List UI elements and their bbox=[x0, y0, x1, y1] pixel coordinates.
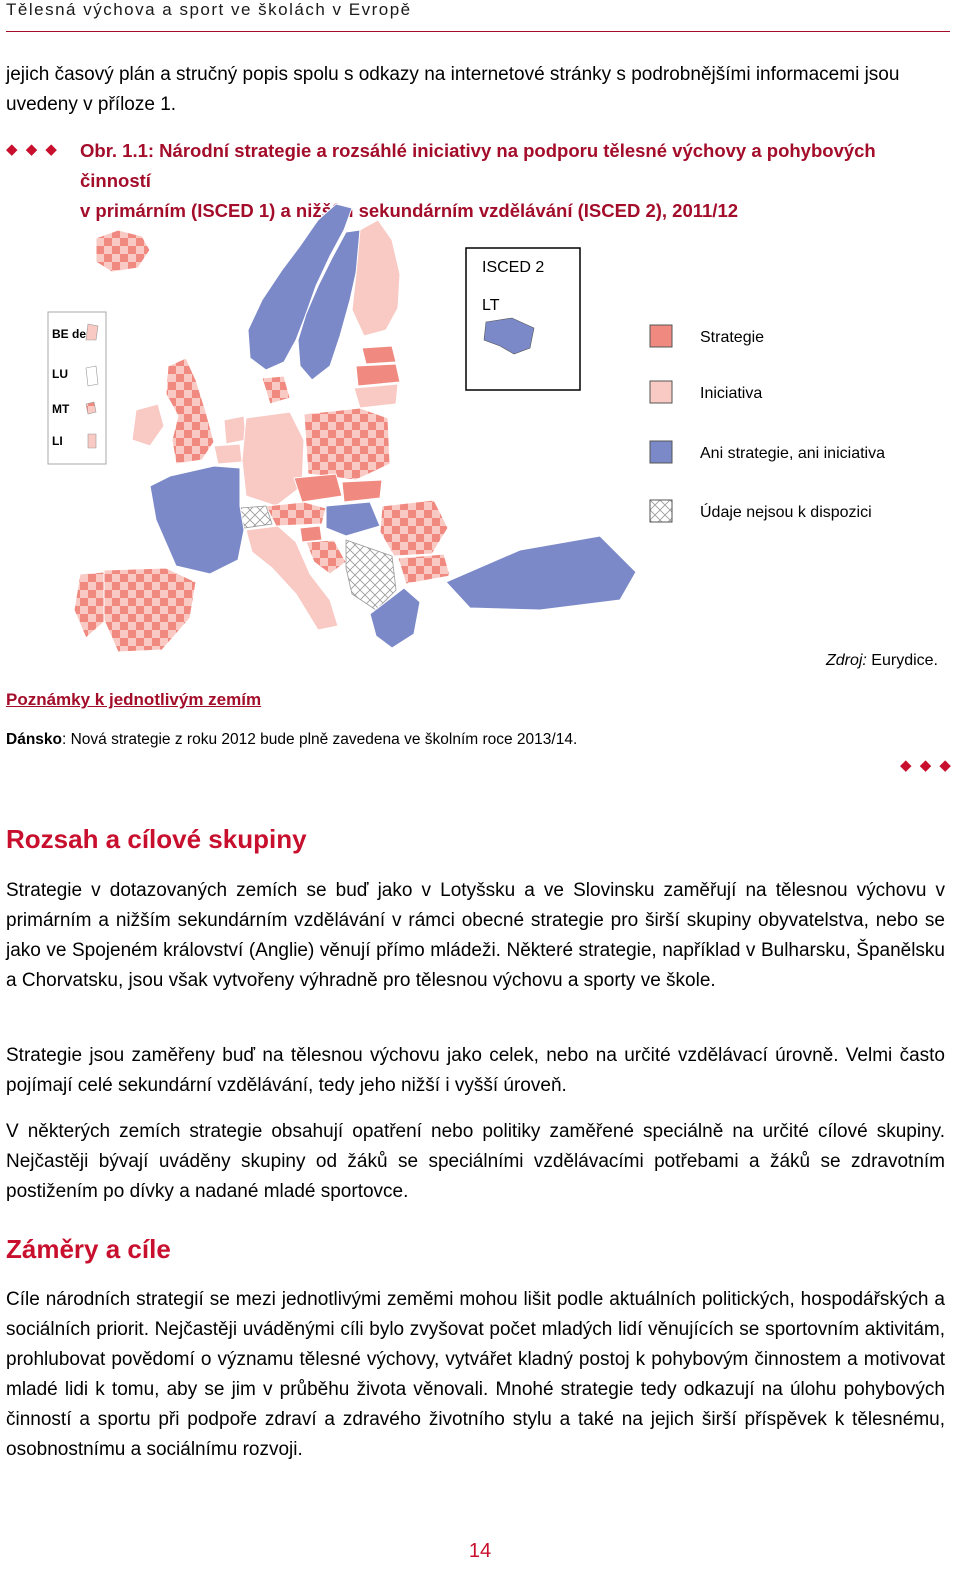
small-be-de-shape bbox=[86, 324, 98, 340]
small-lu-shape bbox=[86, 366, 98, 386]
legend-swatch-neither bbox=[650, 441, 672, 463]
scope-paragraph-3: V některých zemích strategie obsahují opatření nebo politiky zaměřené speciálně na určité cílové skupiny. Nejčastěji bývají uváděny skupiny od žáků se speciálními vzdělávacími potřebami a žáků se zdravotním postižením po dívky a nadané mladé sportovce. bbox=[6, 1121, 945, 1202]
country-uk bbox=[166, 358, 214, 464]
map-legend bbox=[650, 325, 885, 522]
legend-label-initiative: Iniciativa bbox=[700, 385, 763, 402]
source-label: Zdroj: bbox=[825, 652, 867, 669]
isced2-inset-title: ISCED 2 bbox=[482, 259, 545, 276]
page-number: 14 bbox=[468, 1540, 492, 1562]
country-croatia bbox=[306, 540, 346, 574]
figure-caption-line2: v primárním (ISCED 1) a nižším sekundárním vzdělávání (ISCED 2), 2011/12 bbox=[80, 200, 739, 221]
country-czechia bbox=[294, 474, 342, 502]
country-slovenia bbox=[300, 526, 322, 542]
country-germany bbox=[242, 412, 304, 506]
figure-caption-line1: Obr. 1.1: Národní strategie a rozsáhlé iniciativy na podporu tělesné výchovy a pohybových činností bbox=[80, 140, 876, 191]
country-netherlands bbox=[224, 416, 246, 444]
country-notes-title: Poznámky k jednotlivým zemím bbox=[6, 690, 262, 709]
section-title-aims: Záměry a cíle bbox=[6, 1234, 171, 1264]
country-portugal bbox=[74, 572, 104, 638]
legend-label-neither: Ani strategie, ani iniciativa bbox=[700, 445, 885, 462]
aims-paragraph-1: Cíle národních strategií se mezi jednotlivými zeměmi mohou lišit podle aktuálních politických, hospodářských a sociálních priorit. Nejčastěji uváděnými cíli bylo zvyšovat počet mladých lidí věnujících se sportovním aktivitám, prohlubovat povědomí o významu tělesné výchovy, vytvářet kladný postoj k pohybovým činnostem a motivovat mladé lidi k tomu, aby se jim v průběhu života věnovali. Mnohé strategie tedy odkazují na úlohu pohybových činností a sportu při podpoře zdraví a zdravého životního stylu a také na jejich širší příspěvek k tělesnému, osobnostnímu a sociálnímu rozvoji. bbox=[6, 1289, 945, 1460]
small-li-shape bbox=[88, 434, 96, 448]
country-note bbox=[6, 731, 577, 749]
legend-swatch-initiative bbox=[650, 381, 672, 403]
country-spain bbox=[104, 568, 196, 652]
country-finland bbox=[352, 220, 400, 336]
intro-paragraph: jejich časový plán a stručný popis spolu s odkazy na internetové stránky s podrobnějšími informacemi jsou uvedeny v příloze 1. bbox=[6, 64, 900, 115]
label-li: LI bbox=[52, 434, 63, 448]
europe-map-figure bbox=[0, 190, 960, 660]
scope-paragraph-1: Strategie v dotazovaných zemích se buď jako v Lotyšsku a ve Slovinsku zaměřují na tělesnou výchovu v primárním a nižším sekundárním vzdělávání v rámci obecné strategie pro širší skupiny obyvatelstva, nebo se jako ve Spojeném království (Anglie) věnují přímo mládeži. Některé strategie, například v Bulharsku, Španělsku a Chorvatsku, jsou však vytvořeny výhradně pro tělesnou výchovu a sporty ve škole. bbox=[6, 880, 945, 991]
legend-label-no-data: Údaje nejsou k dispozici bbox=[700, 504, 872, 521]
figure-markers: ◆ ◆ ◆ bbox=[6, 141, 59, 158]
country-slovakia bbox=[342, 480, 382, 502]
note-text: : Nová strategie z roku 2012 bude plně zavedena ve školním roce 2013/14. bbox=[62, 731, 578, 748]
country-latvia bbox=[356, 364, 400, 386]
label-mt: MT bbox=[52, 402, 70, 416]
scope-paragraph-2: Strategie jsou zaměřeny buď na tělesnou výchovu jako celek, nebo na určité vzdělávací úrovně. Velmi často pojímají celé sekundární vzdělávání, tedy jeho nižší i vyšší úroveň. bbox=[6, 1045, 945, 1096]
figure-end-markers: ◆ ◆ ◆ bbox=[900, 757, 953, 774]
country-belgium bbox=[214, 444, 242, 464]
isced2-inset-country: LT bbox=[482, 297, 500, 314]
small-mt-shape bbox=[86, 402, 96, 414]
country-switzerland bbox=[240, 506, 272, 528]
country-ireland bbox=[132, 404, 164, 446]
country-denmark bbox=[262, 376, 290, 404]
figure-source bbox=[826, 652, 938, 670]
legend-swatch-no-data bbox=[650, 500, 672, 522]
country-bulgaria bbox=[398, 554, 450, 584]
country-hungary bbox=[326, 502, 380, 536]
country-poland bbox=[304, 408, 390, 480]
header-title: Tělesná výchova a sport ve školách v Evropě bbox=[6, 0, 412, 19]
country-romania bbox=[380, 500, 448, 556]
source-value: Eurydice. bbox=[866, 652, 938, 669]
country-iceland bbox=[96, 230, 150, 272]
note-country: Dánsko bbox=[6, 731, 62, 748]
country-estonia bbox=[362, 346, 396, 364]
europe-map-svg bbox=[0, 190, 960, 660]
page-header bbox=[6, 0, 950, 32]
country-austria bbox=[266, 502, 326, 526]
country-france bbox=[150, 466, 244, 574]
label-be-de: BE de bbox=[52, 327, 87, 341]
country-lithuania bbox=[354, 384, 398, 408]
legend-swatch-strategy bbox=[650, 325, 672, 347]
label-lu: LU bbox=[52, 367, 68, 381]
country-turkey bbox=[446, 536, 636, 610]
legend-label-strategy: Strategie bbox=[700, 329, 765, 346]
section-title-scope: Rozsah a cílové skupiny bbox=[6, 824, 307, 854]
